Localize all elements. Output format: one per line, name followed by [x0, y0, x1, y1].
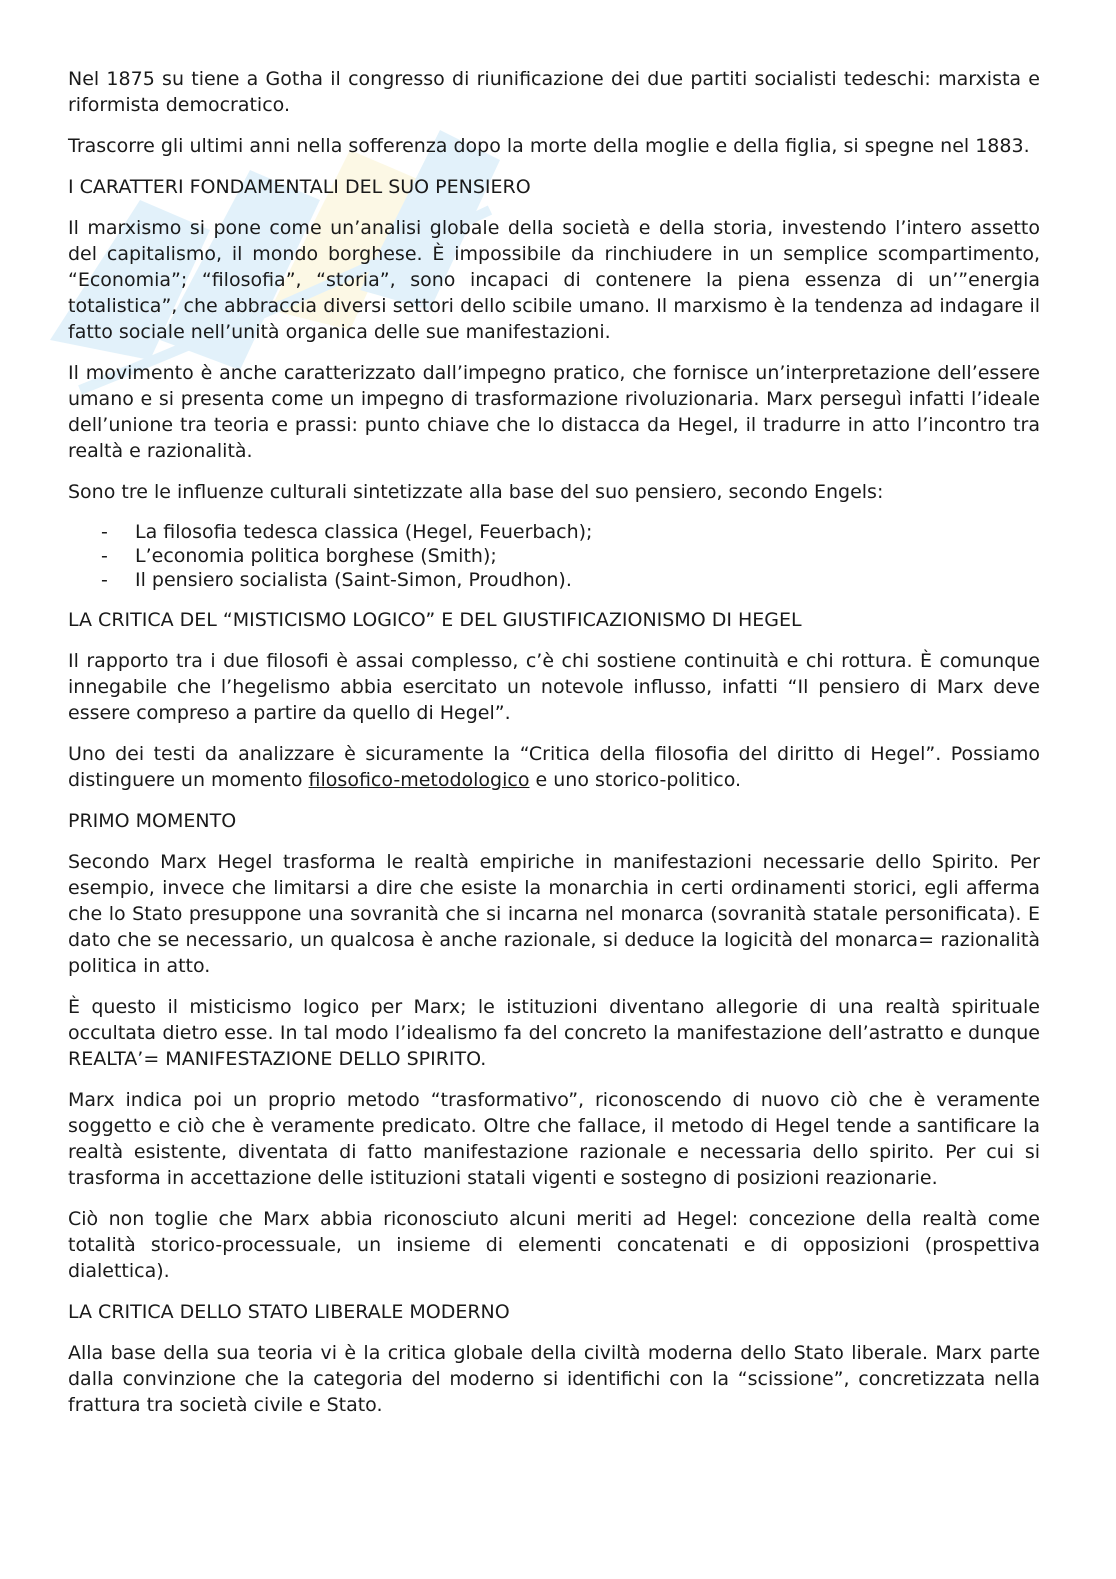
paragraph: Il rapporto tra i due filosofi è assai complesso, c’è chi sostiene continuità e chi rottura. È comunque innegabile che l’hegelismo abbia esercitato un notevole influsso, infatti “Il pensiero di Marx deve essere compreso a partire da quello di Hegel”.: [68, 650, 1040, 724]
list-marker: -: [101, 521, 108, 543]
paragraph: Marx indica poi un proprio metodo “trasformativo”, riconoscendo di nuovo ciò che è veramente soggetto e ciò che è veramente predicato. Oltre che fallace, il metodo di Hegel tende a santificare la realtà esistente, diventata di fatto manifestazione razionale e necessaria dello spirito. Per cui si trasforma in accettazione delle istituzioni statali vigenti e sostegno di posizioni reazionarie.: [68, 1089, 1040, 1189]
list-marker: -: [101, 545, 108, 567]
paragraph: Alla base della sua teoria vi è la critica globale della civiltà moderna dello Stato liberale. Marx parte dalla convinzione che la categoria del moderno si identifichi con la “scissione”, concretizzata nella frattura tra società civile e Stato.: [68, 1342, 1040, 1416]
list-item: [68, 544, 1040, 568]
list-item-text: L’economia politica borghese (Smith);: [135, 545, 497, 567]
section-heading: PRIMO MOMENTO: [68, 810, 237, 832]
paragraph: Trascorre gli ultimi anni nella sofferenza dopo la morte della moglie e della figlia, si spegne nel 1883.: [68, 135, 1030, 157]
paragraph: È questo il misticismo logico per Marx; le istituzioni diventano allegorie di una realtà spirituale occultata dietro esse. In tal modo l’idealismo fa del concreto la manifestazione dell’astratto e dunque REALTA’= MANIFESTAZIONE DELLO SPIRITO.: [68, 996, 1040, 1070]
paragraph: Nel 1875 su tiene a Gotha il congresso di riunificazione dei due partiti socialisti tedeschi: marxista e riformista democratico.: [68, 68, 1040, 116]
paragraph: Secondo Marx Hegel trasforma le realtà empiriche in manifestazioni necessarie dello Spirito. Per esempio, invece che limitarsi a dire che esiste la monarchia in certi ordinamenti storici, egli afferma che lo Stato presuppone una sovranità che si incarna nel monarca (sovranità statale personificata). E dato che se necessario, un qualcosa è anche razionale, si deduce la logicità del monarca= razionalità politica in atto.: [68, 851, 1040, 977]
paragraph-text: e uno storico-politico.: [529, 769, 742, 791]
list-marker: -: [101, 569, 108, 591]
list-item: [68, 520, 1040, 544]
list-item-text: La filosofia tedesca classica (Hegel, Feuerbach);: [135, 521, 593, 543]
paragraph: Il marxismo si pone come un’analisi globale della società e della storia, investendo l’intero assetto del capitalismo, il mondo borghese. È impossibile da rinchiudere in un semplice scompartimento, “Economia”; “filosofia”, “storia”, sono incapaci di contenere la piena essenza di un’”energia totalistica”, che abbraccia diversi settori dello scibile umano. Il marxismo è la tendenza ad indagare il fatto sociale nell’unità organica delle sue manifestazioni.: [68, 217, 1040, 343]
list-item: [68, 568, 1040, 592]
paragraph: Ciò non toglie che Marx abbia riconosciuto alcuni meriti ad Hegel: concezione della realtà come totalità storico-processuale, un insieme di elementi concatenati e di opposizioni (prospettiva dialettica).: [68, 1208, 1040, 1282]
paragraph-text: Uno dei testi da analizzare è sicuramente la “Critica della filosofia del diritto di Hegel”. Possiamo distinguere un momento: [68, 743, 1040, 791]
document-page: [68, 0, 1040, 1418]
section-heading: LA CRITICA DELLO STATO LIBERALE MODERNO: [68, 1301, 510, 1323]
section-heading: LA CRITICA DEL “MISTICISMO LOGICO” E DEL GIUSTIFICAZIONISMO DI HEGEL: [68, 609, 802, 631]
influences-list: [68, 520, 1040, 592]
paragraph: [68, 741, 1040, 793]
section-heading: I CARATTERI FONDAMENTALI DEL SUO PENSIERO: [68, 176, 531, 198]
paragraph: Sono tre le influenze culturali sintetizzate alla base del suo pensiero, secondo Engels:: [68, 481, 884, 503]
list-item-text: Il pensiero socialista (Saint-Simon, Proudhon).: [135, 569, 572, 591]
paragraph: Il movimento è anche caratterizzato dall’impegno pratico, che fornisce un’interpretazione dell’essere umano e si presenta come un impegno di trasformazione rivoluzionaria. Marx perseguì infatti l’ideale dell’unione tra teoria e prassi: punto chiave che lo distacca da Hegel, il tradurre in atto l’incontro tra realtà e razionalità.: [68, 362, 1040, 462]
underlined-term: filosofico-metodologico: [308, 769, 530, 791]
